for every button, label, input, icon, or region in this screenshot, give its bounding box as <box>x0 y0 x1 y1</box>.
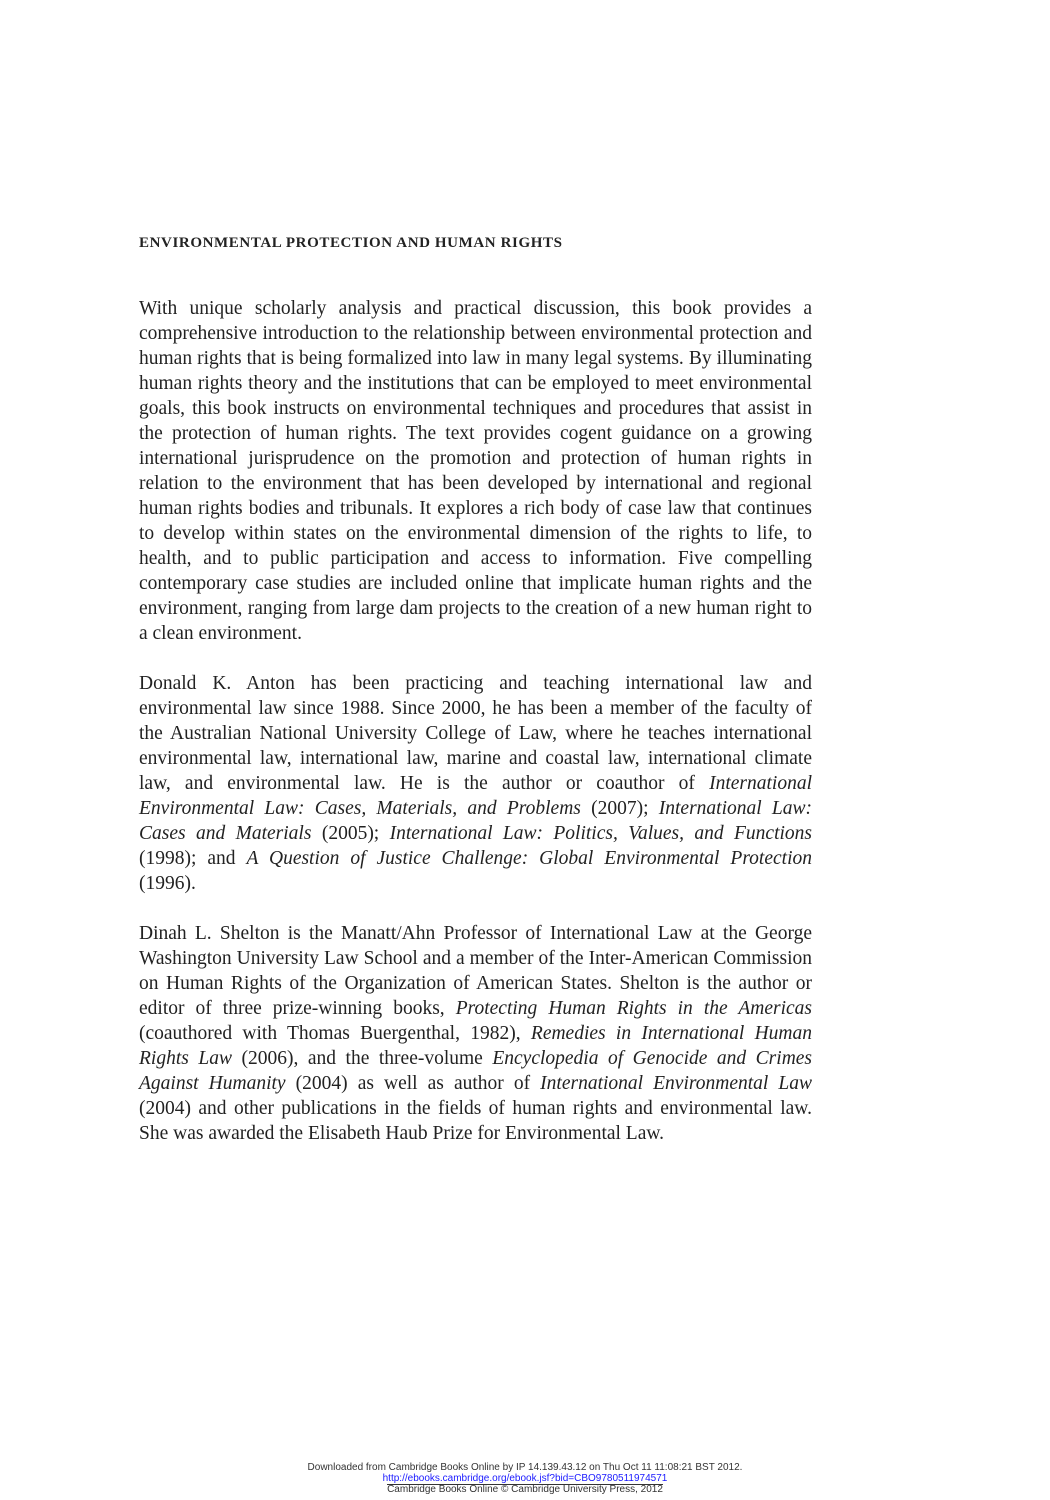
book-title-italic: International Environmental Law: Cases, Materials, and Problems <box>139 773 812 819</box>
book-title-italic: A Question of Justice Challenge: Global Environmental Protection <box>246 848 812 869</box>
footer-ebook-link[interactable]: http://ebooks.cambridge.org/ebook.jsf?bid=CBO9780511974571 <box>382 1472 668 1484</box>
book-title-italic: International Environmental Law <box>540 1073 812 1094</box>
book-title-italic: Encyclopedia of Genocide and Crimes Against Humanity <box>139 1048 813 1094</box>
book-description-paragraph: With unique scholarly analysis and practical discussion, this book provides a comprehensive introduction to the relationship between environmental protection and human rights that is being formalized into law in many legal systems. By illuminating human rights theory and the institutions that can be employed to meet environmental goals, this book instructs on environmental techniques and procedures that assist in the protection of human rights. The text provides cogent guidance on a growing international jurisprudence on the promotion and protection of human rights in relation to the environment that has been developed by international and regional human rights bodies and tribunals. It explores a rich body of case law that continues to develop within states on the environmental dimension of the rights to life, to health, and to public participation and access to information. Five compelling contemporary case studies are included online that implicate human rights and the environment, ranging from large dam projects to the creation of a new human right to a clean environment. <box>139 298 812 644</box>
book-title-italic: Remedies in International Human Rights Law <box>139 1023 812 1069</box>
book-title-italic: Protecting Human Rights in the Americas <box>455 998 812 1019</box>
book-title-heading: ENVIRONMENTAL PROTECTION AND HUMAN RIGHTS <box>139 235 563 251</box>
download-footer <box>0 1463 1050 1496</box>
book-title-italic: International Law: Politics, Values, and Functions <box>389 823 813 844</box>
author-bio-shelton: Dinah L. Shelton is the Manatt/Ahn Professor of International Law at the George Washington University Law School and a member of the Inter-American Commission on Human Rights of the Organization of American States. Shelton is the author or editor of three prize-winning books, Protecting Human Rights in the Americas (coauthored with Thomas Buergenthal, 1982), Remedies in International Human Rights Law (2006), and the three-volume Encyclopedia of Genocide and Crimes Against Humanity (2004) as well as author of International Environmental Law (2004) and other publications in the fields of human rights and environmental law. She was awarded the Elisabeth Haub Prize for Environmental Law. <box>139 923 813 1144</box>
page-content <box>139 232 812 1171</box>
footer-copyright: Cambridge Books Online © Cambridge University Press, 2012 <box>387 1484 663 1495</box>
footer-download-notice: Downloaded from Cambridge Books Online by IP 14.139.43.12 on Thu Oct 11 11:08:21 BST 2012. <box>307 1462 743 1473</box>
author-bio-anton: Donald K. Anton has been practicing and teaching international law and environmental law since 1988. Since 2000, he has been a member of the faculty of the Australian National University College of Law, where he teaches international environmental law, international law, marine and coastal law, international climate law, and environmental law. He is the author or coauthor of International Environmental Law: Cases, Materials, and Problems (2007); International Law: Cases and Materials (2005); International Law: Politics, Values, and Functions (1998); and A Question of Justice Challenge: Global Environmental Protection (1996). <box>139 673 813 894</box>
book-title-italic: International Law: Cases and Materials <box>139 798 812 844</box>
